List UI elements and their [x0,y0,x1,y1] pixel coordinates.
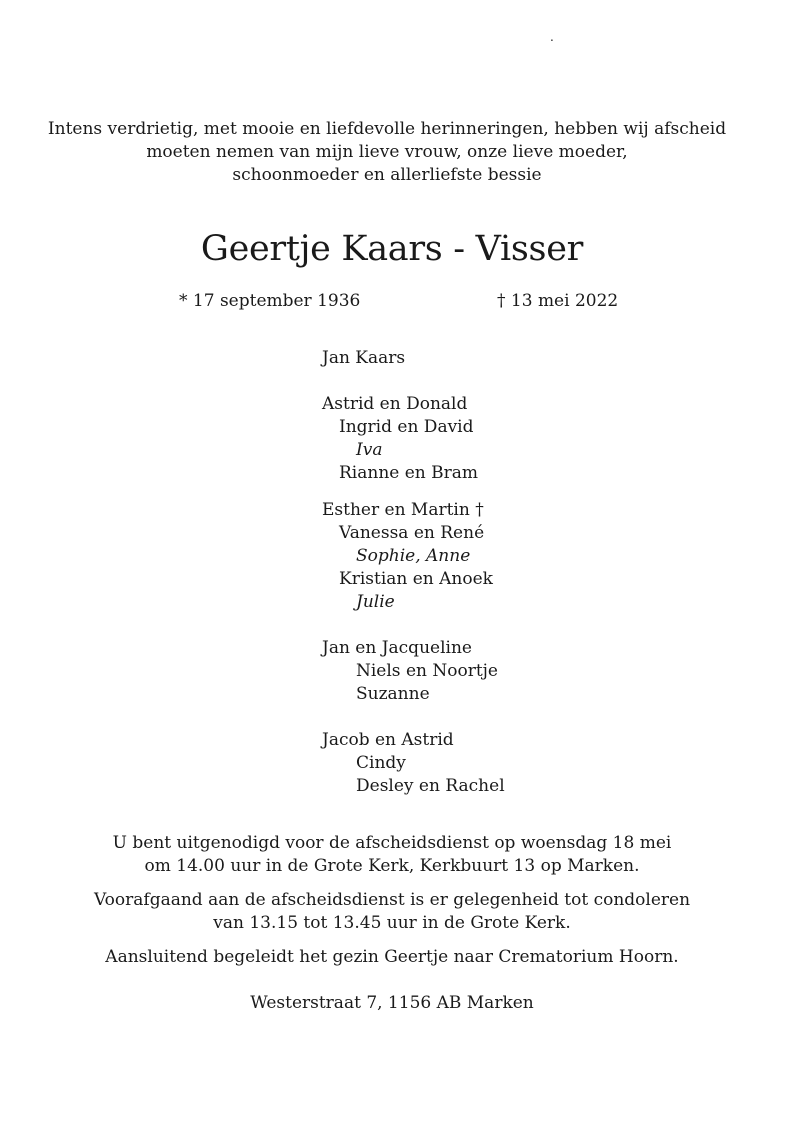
service-line-1: U bent uitgenodigd voor de afscheidsdienst op woensdag 18 mei [112,833,672,853]
grandchild: Cindy [356,753,406,773]
condolence-line-1: Voorafgaand aan de afscheidsdienst is er gelegenheid tot condoleren [93,890,691,910]
cremation-info: Aansluitend begeleidt het gezin Geertje naar Crematorium Hoorn. [105,947,679,967]
condolence-info [0,889,784,935]
deceased-name: Geertje Kaars - Visser [200,229,584,269]
great-grandchild: Iva [356,440,383,460]
child-3: Jan en Jacqueline [322,638,472,658]
child-1: Astrid en Donald [322,394,468,414]
grandchild: Niels en Noortje [356,661,498,681]
intro-line-3: schoonmoeder en allerliefste bessie [232,165,542,185]
grandchild: Rianne en Bram [339,463,479,483]
address: Westerstraat 7, 1156 AB Marken [250,993,534,1013]
grandchild: Suzanne [356,684,430,704]
child-4: Jacob en Astrid [322,730,454,750]
stray-dot: . [550,30,554,44]
grandchild: Ingrid en David [339,417,474,437]
service-line-2: om 14.00 uur in de Grote Kerk, Kerkbuurt 13 op Marken. [144,856,640,876]
service-invitation [0,832,784,878]
intro-line-1: Intens verdrietig, met mooie en liefdevolle herinneringen, hebben wij afscheid [47,119,727,139]
grandchild: Desley en Rachel [356,776,505,796]
spouse: Jan Kaars [322,348,406,368]
grandchild: Kristian en Anoek [339,569,493,589]
child-2: Esther en Martin † [322,500,484,520]
birth-date: * 17 september 1936 [179,291,361,311]
grandchild: Vanessa en René [339,523,485,543]
great-grandchild: Julie [356,592,395,612]
condolence-line-2: van 13.15 tot 13.45 uur in de Grote Kerk. [213,913,571,933]
great-grandchild: Sophie, Anne [356,546,471,566]
intro-text [0,118,774,187]
intro-line-2: moeten nemen van mijn lieve vrouw, onze lieve moeder, [146,142,628,162]
death-date: † 13 mei 2022 [497,291,619,311]
